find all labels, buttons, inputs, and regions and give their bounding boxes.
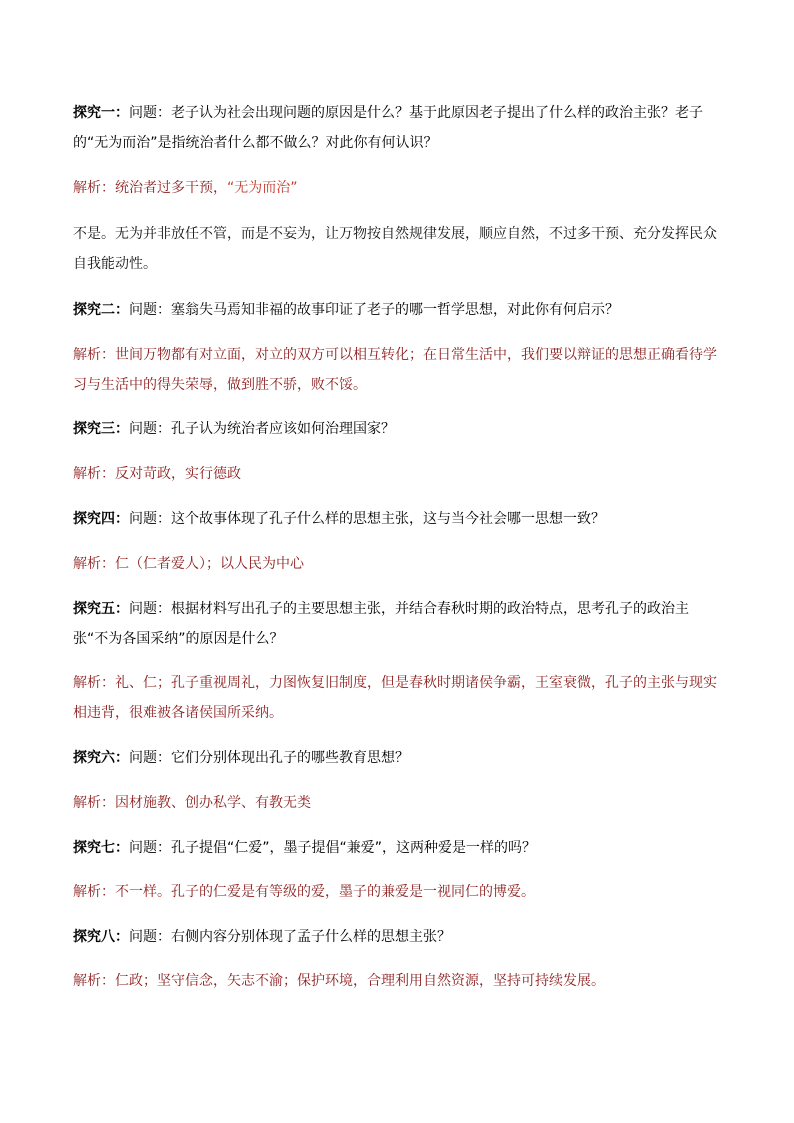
answer-5 — [73, 668, 723, 728]
answer-1 — [73, 173, 723, 203]
question-1-label: 探究一： — [73, 105, 129, 121]
answer-1-text: 解析：统治者过多干预， — [73, 180, 227, 196]
answer-8 — [73, 966, 723, 996]
answer-2-text: 解析：世间万物都有对立面，对立的双方可以相互转化；在日常生活中，我们要以辩证的思想正确看待学习与生活中的得失荣辱，做到胜不骄，败不馁。 — [73, 347, 717, 393]
answer-1-accent: “无为而治” — [227, 180, 298, 196]
answer-7 — [73, 877, 723, 907]
question-5 — [73, 594, 723, 654]
answer-8-text: 解析：仁政；坚守信念，矢志不渝；保护环境，合理利用自然资源，坚持可持续发展。 — [73, 973, 605, 989]
question-8 — [73, 922, 723, 952]
question-1 — [73, 98, 723, 158]
question-2-label: 探究二： — [73, 302, 129, 318]
question-5-label: 探究五： — [73, 601, 129, 617]
question-7 — [73, 833, 723, 863]
answer-6-text: 解析：因材施教、创办私学、有教无类 — [73, 795, 311, 811]
answer-4-text: 解析：仁（仁者爱人）；以人民为中心 — [73, 556, 304, 572]
question-4-label: 探究四： — [73, 511, 129, 527]
answer-3-text: 解析：反对苛政，实行德政 — [73, 466, 241, 482]
answer-6 — [73, 788, 723, 818]
question-6-label: 探究六： — [73, 750, 129, 766]
question-2 — [73, 295, 723, 325]
question-1-text: 问题：老子认为社会出现问题的原因是什么？基于此原因老子提出了什么样的政治主张？老子的“无为而治”是指统治者什么都不做么？对此你有何认识？ — [73, 105, 703, 151]
answer-4 — [73, 549, 723, 579]
question-8-text: 问题：右侧内容分别体现了孟子什么样的思想主张？ — [129, 929, 451, 945]
question-3 — [73, 414, 723, 444]
question-8-label: 探究八： — [73, 929, 129, 945]
answer-1-extra-text: 不是。无为并非放任不管，而是不妄为，让万物按自然规律发展，顺应自然，不过多干预、充分发挥民众自我能动性。 — [73, 226, 717, 272]
question-6-text: 问题：它们分别体现出孔子的哪些教育思想？ — [129, 750, 409, 766]
question-7-label: 探究七： — [73, 840, 129, 856]
answer-7-text: 解析：不一样。孔子的仁爱是有等级的爱，墨子的兼爱是一视同仁的博爱。 — [73, 884, 535, 900]
answer-5-text: 解析：礼、仁；孔子重视周礼，力图恢复旧制度，但是春秋时期诸侯争霸，王室衰微，孔子的主张与现实相违背，很难被各诸侯国所采纳。 — [73, 675, 717, 721]
question-4 — [73, 504, 723, 534]
question-5-text: 问题：根据材料写出孔子的主要思想主张，并结合春秋时期的政治特点，思考孔子的政治主张“不为各国采纳”的原因是什么？ — [73, 601, 689, 647]
answer-2 — [73, 340, 723, 400]
question-3-text: 问题：孔子认为统治者应该如何治理国家？ — [129, 421, 395, 437]
question-2-text: 问题：塞翁失马焉知非福的故事印证了老子的哪一哲学思想，对此你有何启示？ — [129, 302, 619, 318]
answer-1-extra — [73, 219, 723, 279]
answer-3 — [73, 459, 723, 489]
question-4-text: 问题：这个故事体现了孔子什么样的思想主张，这与当今社会哪一思想一致？ — [129, 511, 605, 527]
question-6 — [73, 743, 723, 773]
question-3-label: 探究三： — [73, 421, 129, 437]
question-7-text: 问题：孔子提倡“仁爱”，墨子提倡“兼爱”，这两种爱是一样的吗？ — [129, 840, 537, 856]
